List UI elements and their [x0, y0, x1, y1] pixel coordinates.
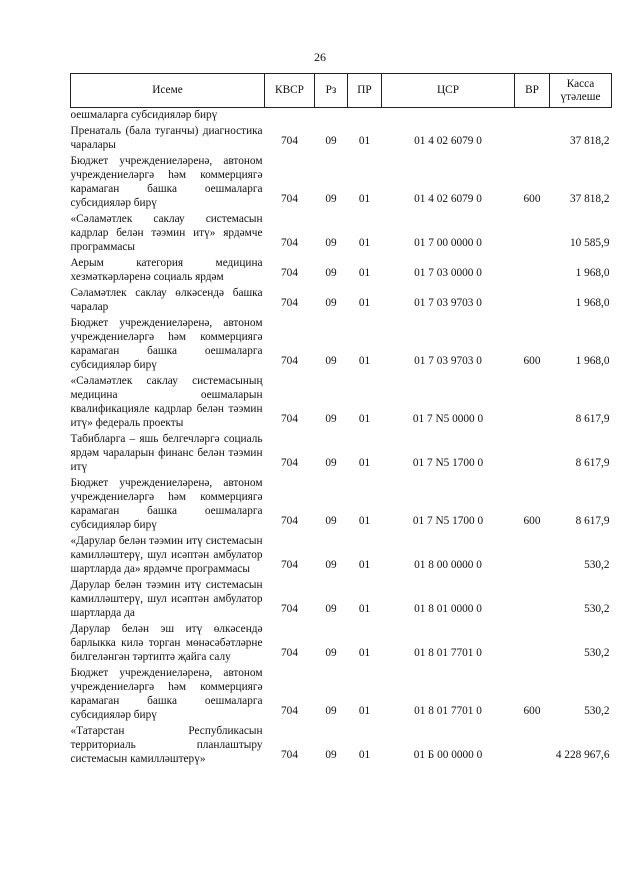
cell-rz: 09: [325, 705, 337, 717]
cell-vr: [515, 284, 550, 314]
cell-rz: 09: [325, 603, 337, 615]
budget-table: [70, 73, 612, 766]
cell-vr: 600: [523, 705, 541, 717]
header-name: Исеме: [71, 74, 265, 108]
cell-rz: 09: [325, 135, 337, 147]
table-row: [71, 532, 612, 576]
cell-csr: 01 7 00 0000 0: [414, 237, 482, 249]
cell-csr: 01 7 03 9703 0: [414, 355, 482, 367]
cell-csr: 01 7 03 0000 0: [414, 267, 482, 279]
table-row: [71, 474, 612, 532]
cell-vr: [515, 620, 550, 664]
cell-name: «Дарулар белән тәэмин итү системасын камилләштерү, шул исәптән амбулатор шартларда да» ярдәмче программасы: [70, 535, 263, 575]
cell-sum: 1 968,0: [575, 355, 610, 367]
cell-kvsr: 704: [281, 135, 298, 147]
cell-csr: 01 8 01 7701 0: [414, 705, 482, 717]
header-pr: ПР: [348, 74, 382, 108]
cell-rz: 09: [325, 413, 337, 425]
cell-vr: [515, 254, 550, 284]
cell-name: Бюджет учреждениеләренә, автоном учреждениеләргә һәм коммерциягә карамаган башка оешмаларга субсидияләр бирү: [70, 317, 263, 371]
table-row: [71, 108, 612, 123]
cell-pr: 01: [358, 413, 371, 425]
cell-rz: 09: [325, 297, 337, 309]
cell-pr: 01: [358, 457, 371, 469]
cell-rz: 09: [325, 559, 337, 571]
cell-pr: 01: [358, 705, 371, 717]
cell-kvsr: 704: [281, 267, 298, 279]
cell-sum: [550, 108, 612, 123]
cell-kvsr: 704: [281, 603, 298, 615]
cell-rz: 09: [325, 647, 337, 659]
cell-csr: 01 7 N5 0000 0: [412, 413, 484, 425]
cell-pr: 01: [358, 193, 371, 205]
cell-kvsr: [265, 108, 315, 123]
cell-name: Пренаталь (бала туганчы) диагностика чаралары: [70, 125, 263, 151]
cell-name: оешмаларга субсидияләр бирү: [70, 109, 218, 121]
header-rz: Рз: [315, 74, 348, 108]
cell-kvsr: 704: [281, 193, 298, 205]
cell-pr: 01: [358, 647, 371, 659]
cell-name: Аерым категория медицина хезмәткәрләренә социаль ярдәм: [70, 257, 263, 283]
cell-sum: 8 617,9: [575, 413, 610, 425]
cell-vr: [515, 722, 550, 766]
cell-sum: 530,2: [584, 705, 610, 717]
cell-pr: 01: [358, 559, 371, 571]
cell-sum: 8 617,9: [575, 515, 610, 527]
cell-pr: 01: [358, 297, 371, 309]
header-csr: ЦСР: [382, 74, 515, 108]
cell-kvsr: 704: [281, 559, 298, 571]
cell-name: Бюджет учреждениеләренә, автоном учреждениеләргә һәм коммерциягә карамаган башка оешмаларга субсидияләр бирү: [70, 477, 263, 531]
cell-kvsr: 704: [281, 297, 298, 309]
table-row: [71, 254, 612, 284]
cell-sum: 8 617,9: [575, 457, 610, 469]
cell-rz: 09: [325, 193, 337, 205]
table-header-row: [71, 74, 612, 108]
cell-pr: 01: [358, 135, 371, 147]
cell-sum: 37 818,2: [569, 135, 610, 147]
cell-rz: 09: [325, 267, 337, 279]
cell-pr: [348, 108, 382, 123]
table-row: [71, 722, 612, 766]
cell-name: «Сәламәтлек саклау системасын кадрлар белән тәэмин итү» ярдәмче программасы: [70, 213, 263, 253]
table-row: [71, 152, 612, 210]
cell-rz: 09: [325, 457, 337, 469]
cell-sum: 530,2: [584, 559, 610, 571]
cell-vr: 600: [523, 193, 541, 205]
cell-rz: 09: [325, 355, 337, 367]
cell-kvsr: 704: [281, 515, 298, 527]
cell-kvsr: 704: [281, 647, 298, 659]
cell-rz: 09: [325, 749, 337, 761]
cell-pr: 01: [358, 515, 371, 527]
cell-csr: 01 8 00 0000 0: [414, 559, 482, 571]
cell-pr: 01: [358, 749, 371, 761]
table-row: [71, 122, 612, 152]
table-row: [71, 210, 612, 254]
table-row: [71, 284, 612, 314]
cell-pr: 01: [358, 237, 371, 249]
cell-vr: [515, 430, 550, 474]
table-row: [71, 314, 612, 372]
cell-name: «Татарстан Республикасын территориаль планлаштыру системасын камилләштерү»: [70, 725, 263, 765]
page-number: 26: [314, 50, 326, 64]
cell-rz: 09: [325, 515, 337, 527]
table-row: [71, 372, 612, 430]
cell-name: Бюджет учреждениеләренә, автоном учреждениеләргә һәм коммерциягә карамаган башка оешмаларга субсидияләр бирү: [70, 155, 263, 209]
cell-sum: 530,2: [584, 647, 610, 659]
cell-rz: 09: [325, 237, 337, 249]
cell-pr: 01: [358, 603, 371, 615]
cell-sum: 37 818,2: [569, 193, 610, 205]
cell-csr: 01 4 02 6079 0: [414, 193, 482, 205]
table-row: [71, 576, 612, 620]
cell-vr: [515, 532, 550, 576]
cell-kvsr: 704: [281, 457, 298, 469]
cell-csr: 01 7 03 9703 0: [414, 297, 482, 309]
cell-csr: 01 7 N5 1700 0: [412, 515, 484, 527]
cell-sum: 530,2: [584, 603, 610, 615]
cell-name: Дарулар белән эш итү өлкәсендә барлыкка килә торган мөнәсәбәтләрне билгеләнгән тәртиптә җайга салу: [70, 623, 263, 663]
cell-name: Дарулар белән тәэмин итү системасын камилләштерү, шул исәптән амбулатор шартларда да: [70, 579, 263, 619]
cell-name: Бюджет учреждениеләренә, автоном учреждениеләргә һәм коммерциягә карамаган башка оешмаларга субсидияләр бирү: [70, 667, 263, 721]
cell-vr: 600: [523, 355, 541, 367]
cell-csr: 01 Б 00 0000 0: [413, 749, 483, 761]
cell-name: «Сәламәтлек саклау системасының медицина оешмаларын квалификацияле кадрлар белән тәэмин итү» федераль проекты: [70, 375, 263, 429]
table-row: [71, 620, 612, 664]
cell-csr: 01 8 01 7701 0: [414, 647, 482, 659]
header-sum: Касса үтәлеше: [550, 74, 612, 108]
cell-vr: [515, 210, 550, 254]
cell-rz: [315, 108, 348, 123]
cell-sum: 1 968,0: [575, 267, 610, 279]
header-kvsr: КВСР: [265, 74, 315, 108]
cell-vr: [515, 576, 550, 620]
cell-kvsr: 704: [281, 413, 298, 425]
cell-vr: 600: [523, 515, 541, 527]
cell-kvsr: 704: [281, 237, 298, 249]
cell-vr: [515, 122, 550, 152]
cell-pr: 01: [358, 267, 371, 279]
cell-csr: 01 7 N5 1700 0: [412, 457, 484, 469]
cell-kvsr: 704: [281, 749, 298, 761]
cell-pr: 01: [358, 355, 371, 367]
cell-name: Сәламәтлек саклау өлкәсендә башка чаралар: [70, 287, 263, 313]
cell-sum: 1 968,0: [575, 297, 610, 309]
header-vr: ВР: [515, 74, 550, 108]
cell-csr: 01 8 01 0000 0: [414, 603, 482, 615]
table-row: [71, 664, 612, 722]
cell-vr: [515, 108, 550, 123]
cell-kvsr: 704: [281, 355, 298, 367]
cell-kvsr: 704: [281, 705, 298, 717]
cell-csr: 01 4 02 6079 0: [414, 135, 482, 147]
cell-vr: [515, 372, 550, 430]
table-row: [71, 430, 612, 474]
cell-sum: 10 585,9: [569, 237, 610, 249]
cell-csr: [382, 108, 515, 123]
cell-sum: 4 228 967,6: [555, 749, 610, 761]
cell-name: Табибларга – яшь белгечләргә социаль ярдәм чараларын финанс белән тәэмин итү: [70, 433, 263, 473]
